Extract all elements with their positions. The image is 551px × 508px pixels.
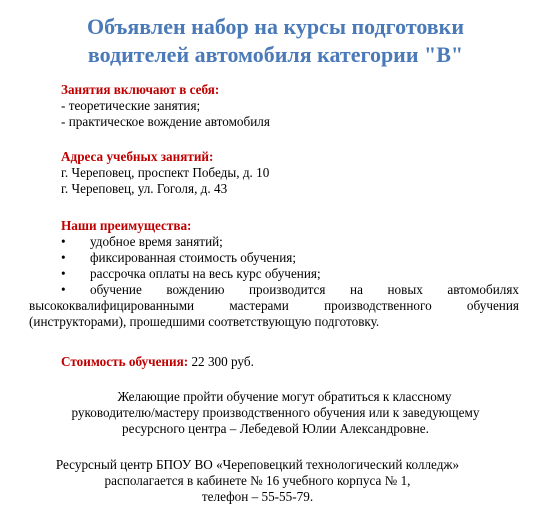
advantage-text-line-2: высококвалифицированными мастерами производственного обучения — [29, 298, 519, 313]
contact-line-2: руководителю/мастеру производственного обучения или к заведующему — [71, 405, 480, 420]
location-line-2: располагается в кабинете № 16 учебного корпуса № 1, — [104, 473, 411, 488]
bullet-icon: • — [61, 250, 66, 265]
advantages-heading: Наши преимущества: — [61, 218, 192, 233]
bullet-icon: • — [61, 282, 66, 297]
advantage-item — [29, 234, 519, 250]
classes-item: - теоретические занятия; — [61, 98, 201, 113]
cost-label: Стоимость обучения: — [61, 354, 189, 369]
classes-heading: Занятия включают в себя: — [61, 82, 220, 97]
addresses-heading: Адреса учебных занятий: — [61, 149, 214, 164]
title-line-2: водителей автомобиля категории "В" — [87, 42, 464, 67]
cost-section — [61, 354, 254, 370]
classes-section — [61, 82, 270, 130]
bullet-icon: • — [61, 234, 66, 249]
cost-value: 22 300 руб. — [188, 354, 254, 369]
address-item: г. Череповец, ул. Гоголя, д. 43 — [61, 181, 228, 196]
classes-item: - практическое вождение автомобиля — [61, 114, 270, 129]
location-line-3: телефон – 55-55-79. — [201, 489, 314, 504]
advantage-text: удобное время занятий; — [90, 234, 223, 249]
announcement-title — [0, 13, 551, 69]
advantage-item-long — [29, 282, 519, 298]
contact-line-1: Желающие пройти обучение могут обратиться к классному — [117, 389, 452, 404]
advantage-text-line-3: (инструкторами), прошедшими соответствующую подготовку. — [29, 314, 380, 329]
advantage-text: фиксированная стоимость обучения; — [90, 250, 297, 265]
location-line-1: Ресурсный центр БПОУ ВО «Череповецкий технологический колледж» — [55, 457, 460, 472]
title-line-1: Объявлен набор на курсы подготовки — [86, 14, 465, 39]
advantages-section — [29, 218, 519, 330]
advantage-text: рассрочка оплаты на весь курс обучения; — [90, 266, 321, 281]
address-item: г. Череповец, проспект Победы, д. 10 — [61, 165, 270, 180]
advantage-text-line-1: обучение вождению производится на новых автомобилях — [90, 282, 519, 297]
location-paragraph — [0, 457, 533, 505]
bullet-icon: • — [61, 266, 66, 281]
advantage-item — [29, 250, 519, 266]
advantage-item — [29, 266, 519, 282]
addresses-section — [61, 149, 269, 197]
contact-line-3: ресурсного центра – Лебедевой Юлии Александровне. — [122, 421, 429, 436]
contact-paragraph — [0, 389, 551, 437]
